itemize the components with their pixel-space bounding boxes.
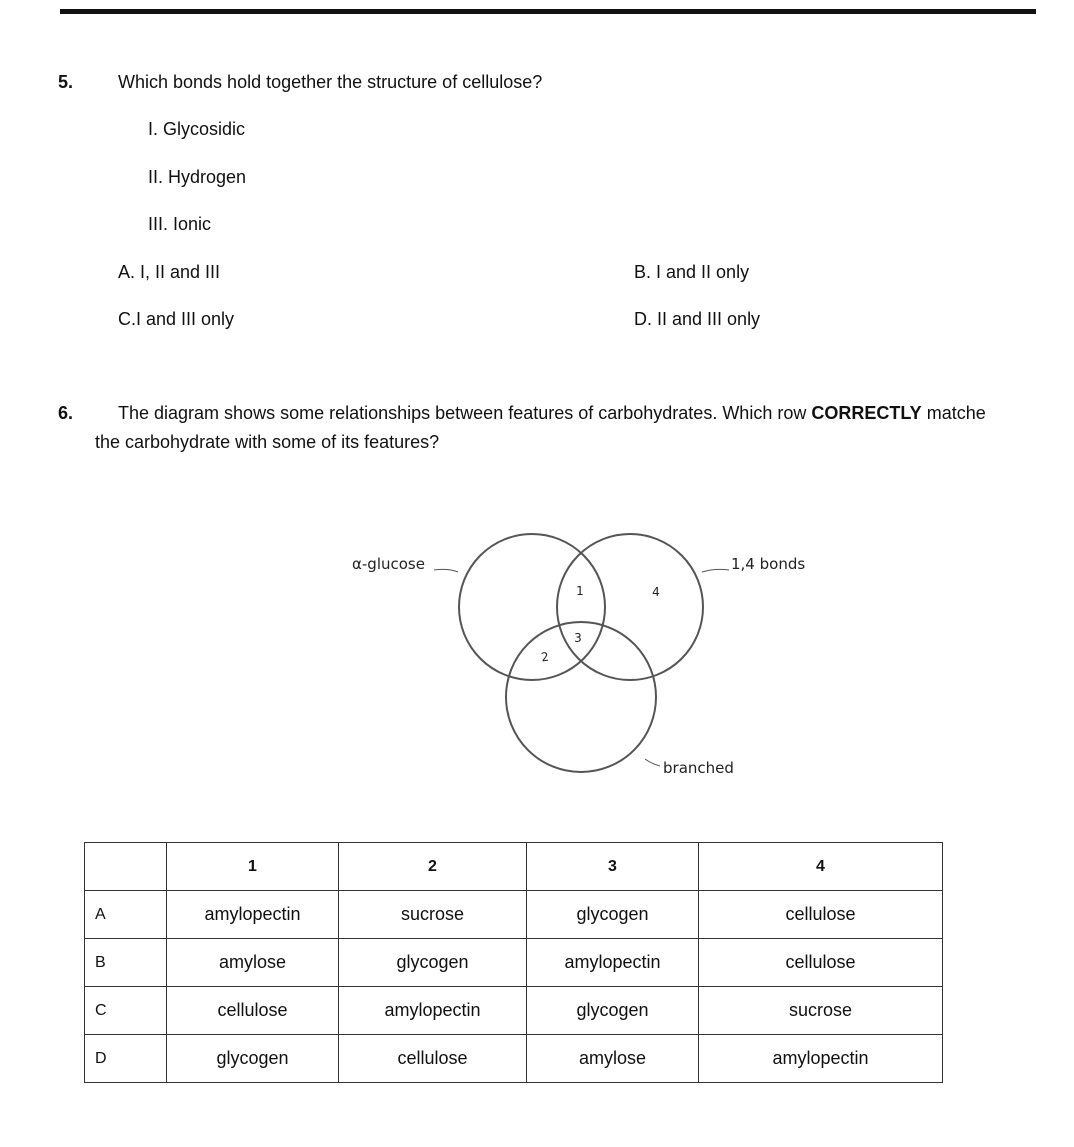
- question-number: 6.: [58, 403, 74, 423]
- table-cell: glycogen: [527, 987, 699, 1035]
- table-row-a[interactable]: [85, 891, 943, 939]
- top-divider: [60, 9, 1036, 14]
- table-cell: amylopectin: [339, 987, 527, 1035]
- table-cell: amylose: [527, 1035, 699, 1083]
- leader-branched: [645, 759, 660, 766]
- table-cell: glycogen: [527, 891, 699, 939]
- region-1-label: 1: [576, 584, 584, 598]
- question-text-line2: the carbohydrate with some of its features?: [95, 432, 440, 452]
- table-cell: glycogen: [339, 939, 527, 987]
- question-text: [118, 403, 986, 424]
- question-text-part1: The diagram shows some relationships between features of carbohydrates. Which row: [118, 403, 812, 423]
- answer-table: [84, 842, 943, 1083]
- header-cell-4: 4: [699, 843, 943, 891]
- table-cell: sucrose: [699, 987, 943, 1035]
- question-text: Which bonds hold together the structure of cellulose?: [118, 72, 543, 92]
- label-1-4-bonds: 1,4 bonds: [731, 555, 806, 573]
- table-cell: amylopectin: [699, 1035, 943, 1083]
- question-number: 5.: [58, 72, 74, 92]
- row-label: C: [85, 987, 167, 1035]
- table-cell: cellulose: [339, 1035, 527, 1083]
- table-cell: sucrose: [339, 891, 527, 939]
- region-4-label: 4: [652, 585, 660, 599]
- option-a[interactable]: A. I, II and III: [118, 262, 221, 282]
- statement-iii: III. Ionic: [148, 214, 212, 234]
- option-d[interactable]: D. II and III only: [634, 309, 761, 329]
- label-alpha-glucose: α-glucose: [352, 555, 425, 573]
- leader-1-4-bonds: [702, 569, 729, 572]
- row-label: A: [85, 891, 167, 939]
- table-row-d[interactable]: [85, 1035, 943, 1083]
- circle-1-4-bonds: [557, 534, 703, 680]
- question-text-part2: matche: [921, 403, 986, 423]
- venn-diagram: [340, 520, 820, 800]
- statement-i: I. Glycosidic: [148, 119, 246, 139]
- leader-alpha-glucose: [434, 569, 458, 572]
- row-label: D: [85, 1035, 167, 1083]
- table-row-c[interactable]: [85, 987, 943, 1035]
- statement-ii: II. Hydrogen: [148, 167, 247, 187]
- option-b[interactable]: B. I and II only: [634, 262, 750, 282]
- table-row-b[interactable]: [85, 939, 943, 987]
- table-cell: glycogen: [167, 1035, 339, 1083]
- circle-alpha-glucose: [459, 534, 605, 680]
- table-cell: cellulose: [699, 891, 943, 939]
- question-text-bold: CORRECTLY: [811, 403, 922, 423]
- table-cell: amylopectin: [527, 939, 699, 987]
- header-cell-1: 1: [167, 843, 339, 891]
- header-cell-3: 3: [527, 843, 699, 891]
- table-cell: amylose: [167, 939, 339, 987]
- table-cell: amylopectin: [167, 891, 339, 939]
- header-cell-empty: [85, 843, 167, 891]
- table-header-row: [85, 843, 943, 891]
- table-cell: cellulose: [699, 939, 943, 987]
- region-2-label: 2: [540, 649, 550, 665]
- label-branched: branched: [663, 759, 734, 777]
- row-label: B: [85, 939, 167, 987]
- header-cell-2: 2: [339, 843, 527, 891]
- option-c[interactable]: C.I and III only: [118, 309, 235, 329]
- table-cell: cellulose: [167, 987, 339, 1035]
- region-3-label: 3: [574, 631, 582, 645]
